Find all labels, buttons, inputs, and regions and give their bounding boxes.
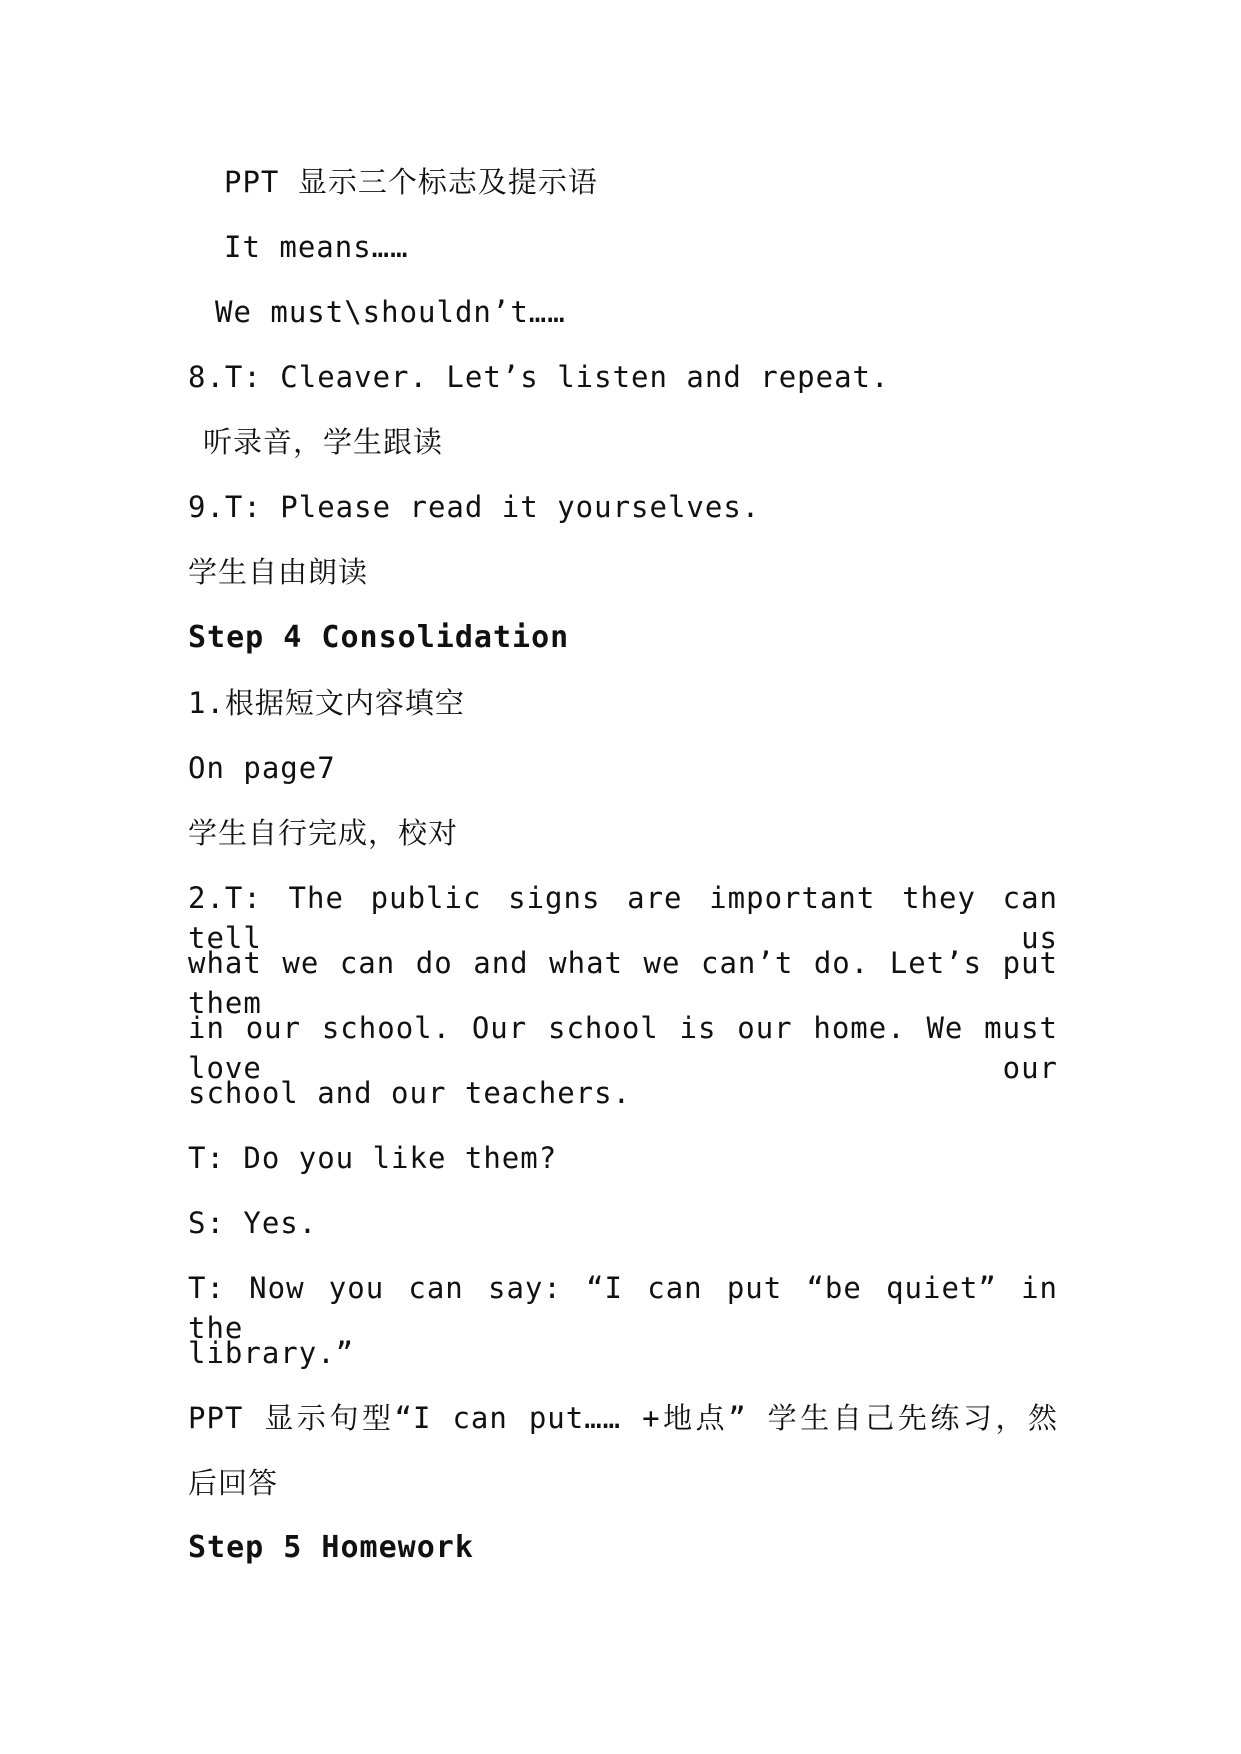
text-line-sentence-pattern: PPT 显示句型“I can put…… +地点” 学生自己先练习，然 — [188, 1401, 1058, 1435]
text-line-self-check: 学生自行完成，校对 — [188, 816, 459, 850]
text-line-teacher-question: T: Do you like them? — [188, 1141, 558, 1175]
text-line-teacher-prompt: T: Now you can say: “I can put “be quiet” in the — [188, 1271, 1058, 1345]
section-heading-step-4: Step 4 Consolidation — [188, 620, 570, 655]
text-line-library: library.” — [188, 1336, 355, 1370]
text-line-item-2-part-3: in our school. Our school is our home. We must love our — [188, 1011, 1058, 1085]
text-line-fill-blank: 1.根据短文内容填空 — [188, 686, 465, 720]
text-line-item-2-part-1: 2.T: The public signs are important they can tell us — [188, 881, 1058, 955]
text-line-item-2-part-4: school and our teachers. — [188, 1076, 632, 1110]
text-line-page-ref: On page7 — [188, 751, 336, 785]
text-line-answer: 后回答 — [188, 1466, 279, 1500]
text-line-listen-repeat: 听录音，学生跟读 — [203, 425, 444, 459]
text-line-item-2-part-2: what we can do and what we can’t do. Let’s put them — [188, 946, 1058, 1020]
text-line-item-8: 8.T: Cleaver. Let’s listen and repeat. — [188, 360, 890, 394]
text-line-it-means: It means…… — [224, 230, 409, 264]
text-line-we-must: We must\shouldn’t…… — [215, 295, 566, 329]
text-line-item-9: 9.T: Please read it yourselves. — [188, 490, 761, 524]
text-line-free-reading: 学生自由朗读 — [188, 555, 369, 589]
section-heading-step-5: Step 5 Homework — [188, 1530, 474, 1565]
text-line-student-answer: S: Yes. — [188, 1206, 318, 1240]
text-line-ppt-signs: PPT 显示三个标志及提示语 — [224, 165, 598, 199]
